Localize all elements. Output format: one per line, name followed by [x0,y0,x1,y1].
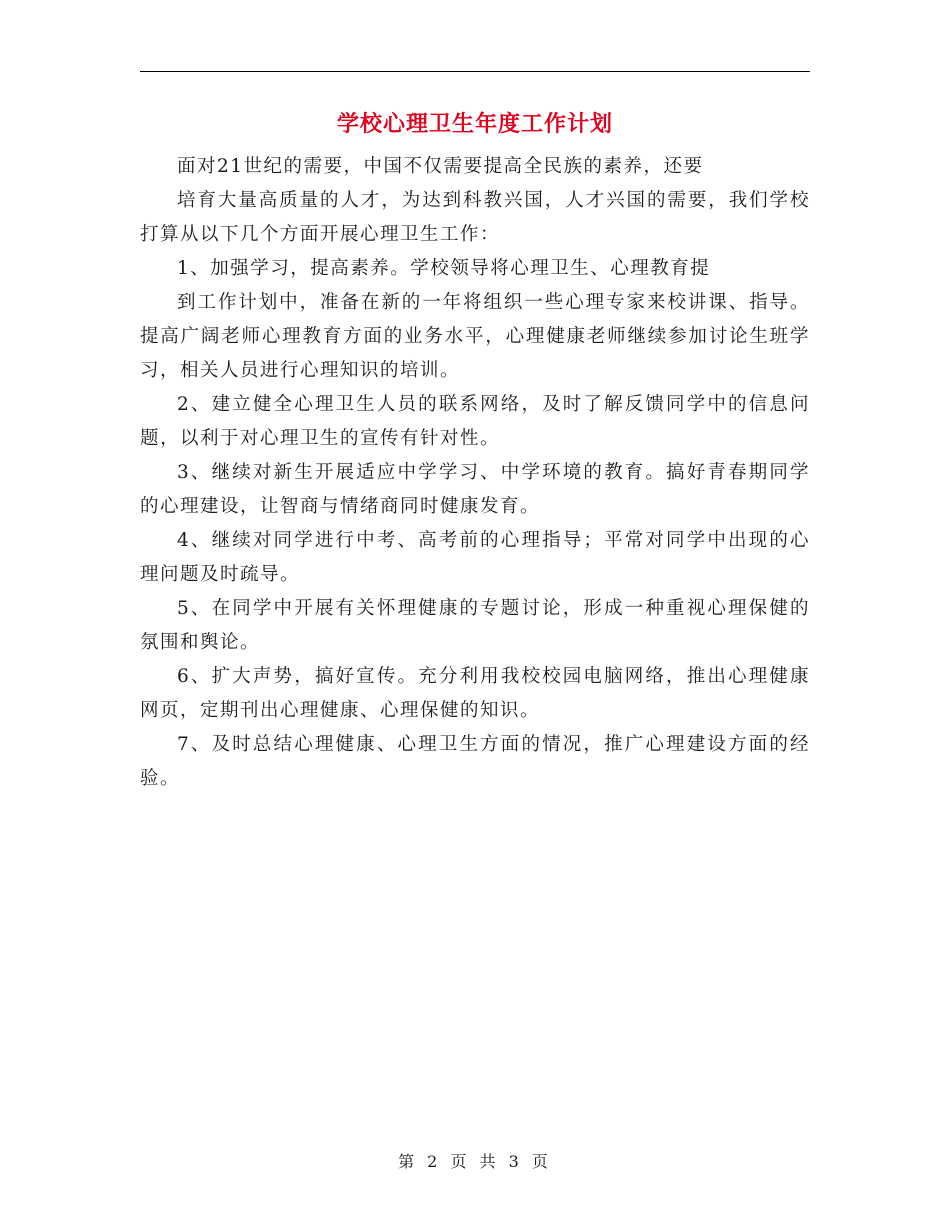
paragraph-item-6: 6、扩大声势，搞好宣传。充分利用我校校园电脑网络，推出心理健康网页，定期刊出心理健康、心理保健的知识。 [140,666,810,721]
paragraph-item-1: 1、加强学习，提高素养。学校领导将心理卫生、心理教育提 [177,258,711,279]
paragraph-item-7: 7、及时总结心理健康、心理卫生方面的情况，推广心理建设方面的经验。 [140,734,810,789]
paragraph-item-4: 4、继续对同学进行中考、高考前的心理指导；平常对同学中出现的心理问题及时疏导。 [140,530,810,585]
header-rule [140,71,810,72]
document-body [140,150,810,796]
paragraph-item-3: 3、继续对新生开展适应中学学习、中学环境的教育。搞好青春期同学的心理建设，让智商与情绪商同时健康发育。 [140,462,810,517]
page-number: 第 2 页 共 3 页 [398,1152,552,1171]
paragraph-item-5: 5、在同学中开展有关怀理健康的专题讨论，形成一种重视心理保健的氛围和舆论。 [140,598,810,653]
paragraph-intro-cont: 培育大量高质量的人才，为达到科教兴国，人才兴国的需要，我们学校打算从以下几个方面开展心理卫生工作： [140,190,810,245]
paragraph-item-2: 2、建立健全心理卫生人员的联系网络，及时了解反馈同学中的信息问题，以利于对心理卫生的宣传有针对性。 [140,394,810,449]
paragraph-intro: 面对21世纪的需要，中国不仅需要提高全民族的素养，还要 [177,156,704,177]
document-title: 学校心理卫生年度工作计划 [336,111,613,137]
paragraph-item-1-cont: 到工作计划中，准备在新的一年将组织一些心理专家来校讲课、指导。提高广阔老师心理教育方面的业务水平，心理健康老师继续参加讨论生班学习，相关人员进行心理知识的培训。 [140,292,810,381]
